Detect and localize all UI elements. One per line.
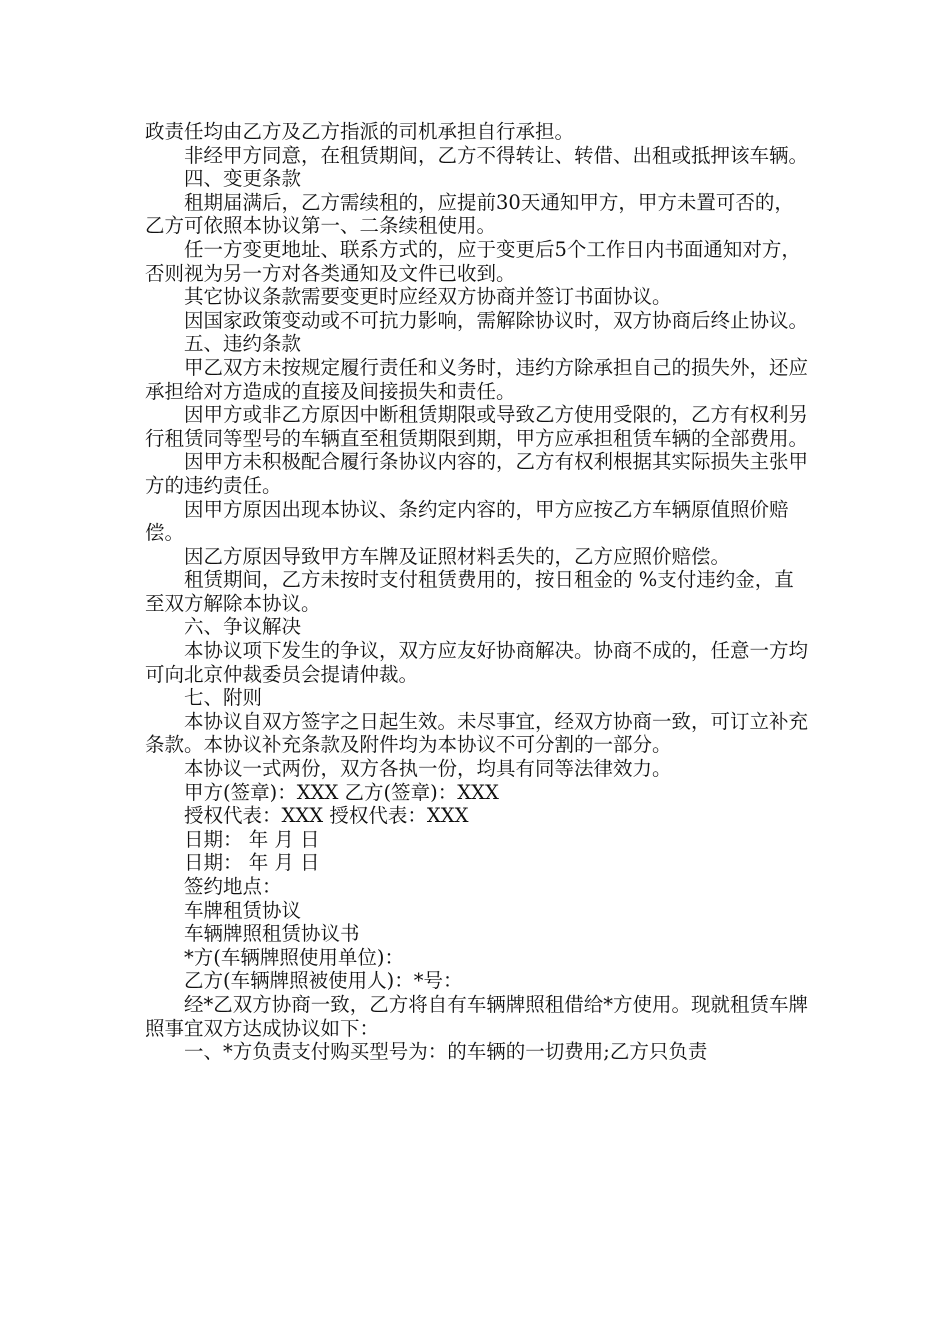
document-body xyxy=(145,120,810,1064)
paragraph: 非经甲方同意，在租赁期间，乙方不得转让、转借、出租或抵押该车辆。 xyxy=(184,143,809,167)
paragraph: 租期届满后，乙方需续租的，应提前30天通知甲方，甲方未置可否的，乙方可依照本协议第一、二条续租使用。 xyxy=(145,190,794,238)
signature-line: 授权代表：XXX 授权代表：XXX xyxy=(184,804,469,828)
party-line: *方(车辆牌照使用单位)： xyxy=(184,945,404,969)
signature-line: 甲方(签章)：XXX 乙方(签章)：XXX xyxy=(184,780,499,804)
paragraph: 本协议项下发生的争议，双方应友好协商解决。协商不成的，任意一方均可向北京仲裁委员会提请仲裁。 xyxy=(145,639,809,686)
section-heading: 五、违约条款 xyxy=(184,332,302,356)
paragraph: 其它协议条款需要变更时应经双方协商并签订书面协议。 xyxy=(184,285,672,309)
paragraph: 政责任均由乙方及乙方指派的司机承担自行承担。 xyxy=(145,120,575,143)
paragraph: 本协议一式两份，双方各执一份，均具有同等法律效力。 xyxy=(184,757,672,781)
paragraph: 一、*方负责支付购买型号为：的车辆的一切费用;乙方只负责 xyxy=(184,1040,708,1064)
document-title: 车牌租赁协议 xyxy=(184,898,302,922)
paragraph: 因甲方或非乙方原因中断租赁期限或导致乙方使用受限的，乙方有权利另行租赁同等型号的车辆直至租赁期限到期，甲方应承担租赁车辆的全部费用。 xyxy=(145,403,809,450)
date-line: 日期： 年 月 日 xyxy=(184,851,320,875)
paragraph: 经*乙双方协商一致，乙方将自有车辆牌照租借给*方使用。现就租赁车牌照事宜双方达成协议如下： xyxy=(145,992,809,1040)
section-heading: 七、附则 xyxy=(184,686,263,710)
paragraph: 因甲方原因出现本协议、条约定内容的，甲方应按乙方车辆原值照价赔偿。 xyxy=(145,497,789,545)
signing-place: 签约地点： xyxy=(184,875,282,898)
paragraph: 因甲方未积极配合履行条协议内容的，乙方有权利根据其实际损失主张甲方的违约责任。 xyxy=(145,450,809,497)
section-heading: 六、争议解决 xyxy=(184,615,302,639)
paragraph: 因国家政策变动或不可抗力影响，需解除协议时，双方协商后终止协议。 xyxy=(184,308,809,332)
paragraph: 任一方变更地址、联系方式的，应于变更后5个工作日内书面通知对方，否则视为另一方对各类通知及文件已收到。 xyxy=(145,237,801,285)
paragraph: 甲乙双方未按规定履行责任和义务时，违约方除承担自己的损失外，还应承担给对方造成的直接及间接损失和责任。 xyxy=(145,355,809,403)
section-heading: 四、变更条款 xyxy=(184,167,302,191)
document-title: 车辆牌照租赁协议书 xyxy=(184,922,360,946)
paragraph: 本协议自双方签字之日起生效。未尽事宜，经双方协商一致，可订立补充条款。本协议补充条款及附件均为本协议不可分割的一部分。 xyxy=(145,709,809,757)
paragraph: 租赁期间，乙方未按时支付租赁费用的，按日租金的 %支付违约金，直至双方解除本协议。 xyxy=(145,568,794,615)
date-line: 日期： 年 月 日 xyxy=(184,827,320,851)
party-line: 乙方(车辆牌照被使用人)：*号： xyxy=(184,969,463,993)
paragraph: 因乙方原因导致甲方车牌及证照材料丢失的，乙方应照价赔偿。 xyxy=(184,544,731,568)
